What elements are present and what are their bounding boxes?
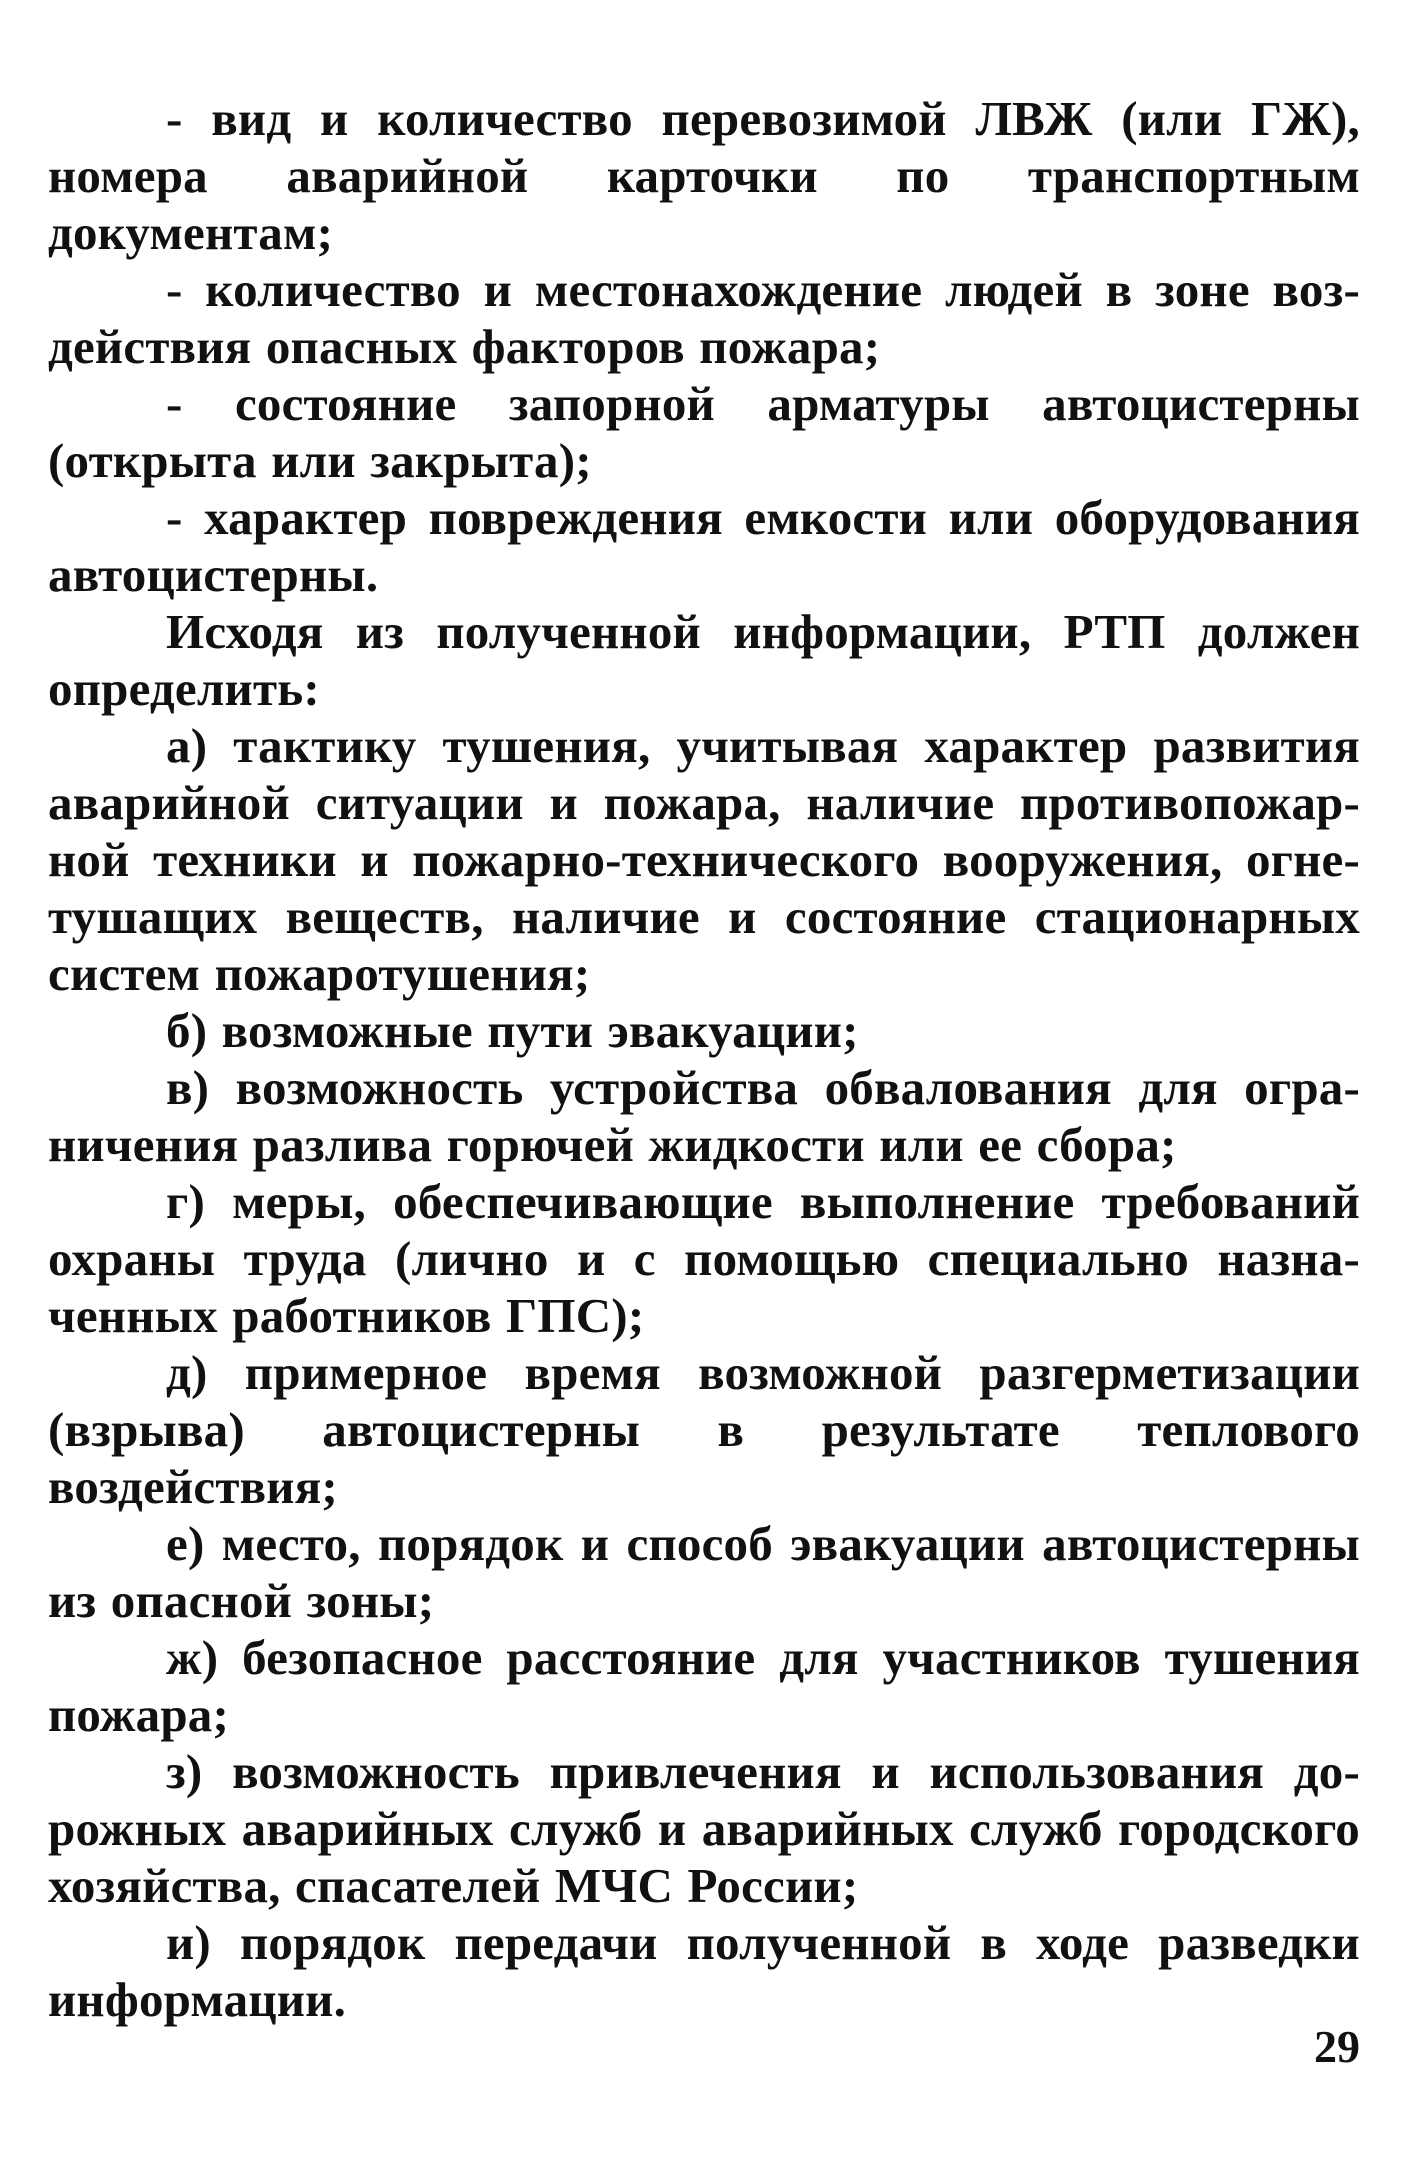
paragraph-valve-state: - состояние запорной арматуры автоцистерны (открыта или закрыта); — [48, 376, 1360, 488]
list-item-zh: ж) безопасное расстояние для участников тушения пожара; — [48, 1630, 1360, 1742]
paragraph-people-location: - количество и местонахождение людей в зоне воз-действия опасных факторов пожара; — [48, 262, 1360, 374]
list-item-e: е) место, порядок и способ эвакуации автоцистерны из опасной зоны; — [48, 1516, 1360, 1628]
paragraph-fuel-type: - вид и количество перевозимой ЛВЖ (или ГЖ), номера аварийной карточки по транспортным документам; — [48, 91, 1360, 260]
list-item-z: з) возможность привлечения и использования до-рожных аварийных служб и аварийных служб городского хозяйства, спасателей МЧС России; — [48, 1744, 1360, 1913]
page-body — [48, 90, 1360, 2028]
list-item-g: г) меры, обеспечивающие выполнение требований охраны труда (лично и с помощью специально назна-ченных работников ГПС); — [48, 1174, 1360, 1343]
list-item-d: д) примерное время возможной разгерметизации (взрыва) автоцистерны в результате теплового воздействия; — [48, 1345, 1360, 1514]
list-item-i: и) порядок передачи полученной в ходе разведки информации. — [48, 1915, 1360, 2027]
paragraph-rtp-intro: Исходя из полученной информации, РТП должен определить: — [48, 604, 1360, 716]
paragraph-damage-type: - характер повреждения емкости или оборудования автоцистерны. — [48, 490, 1360, 602]
list-item-v: в) возможность устройства обвалования для огра-ничения разлива горючей жидкости или ее сбора; — [48, 1060, 1360, 1172]
list-item-a: а) тактику тушения, учитывая характер развития аварийной ситуации и пожара, наличие противопожар-ной техники и пожарно-технического вооружения, огне-тушащих веществ, наличие и состояние стационарных систем пожаротушения; — [48, 718, 1360, 1001]
list-item-b: б) возможные пути эвакуации; — [166, 1003, 859, 1058]
page-number: 29 — [1314, 2021, 1360, 2072]
